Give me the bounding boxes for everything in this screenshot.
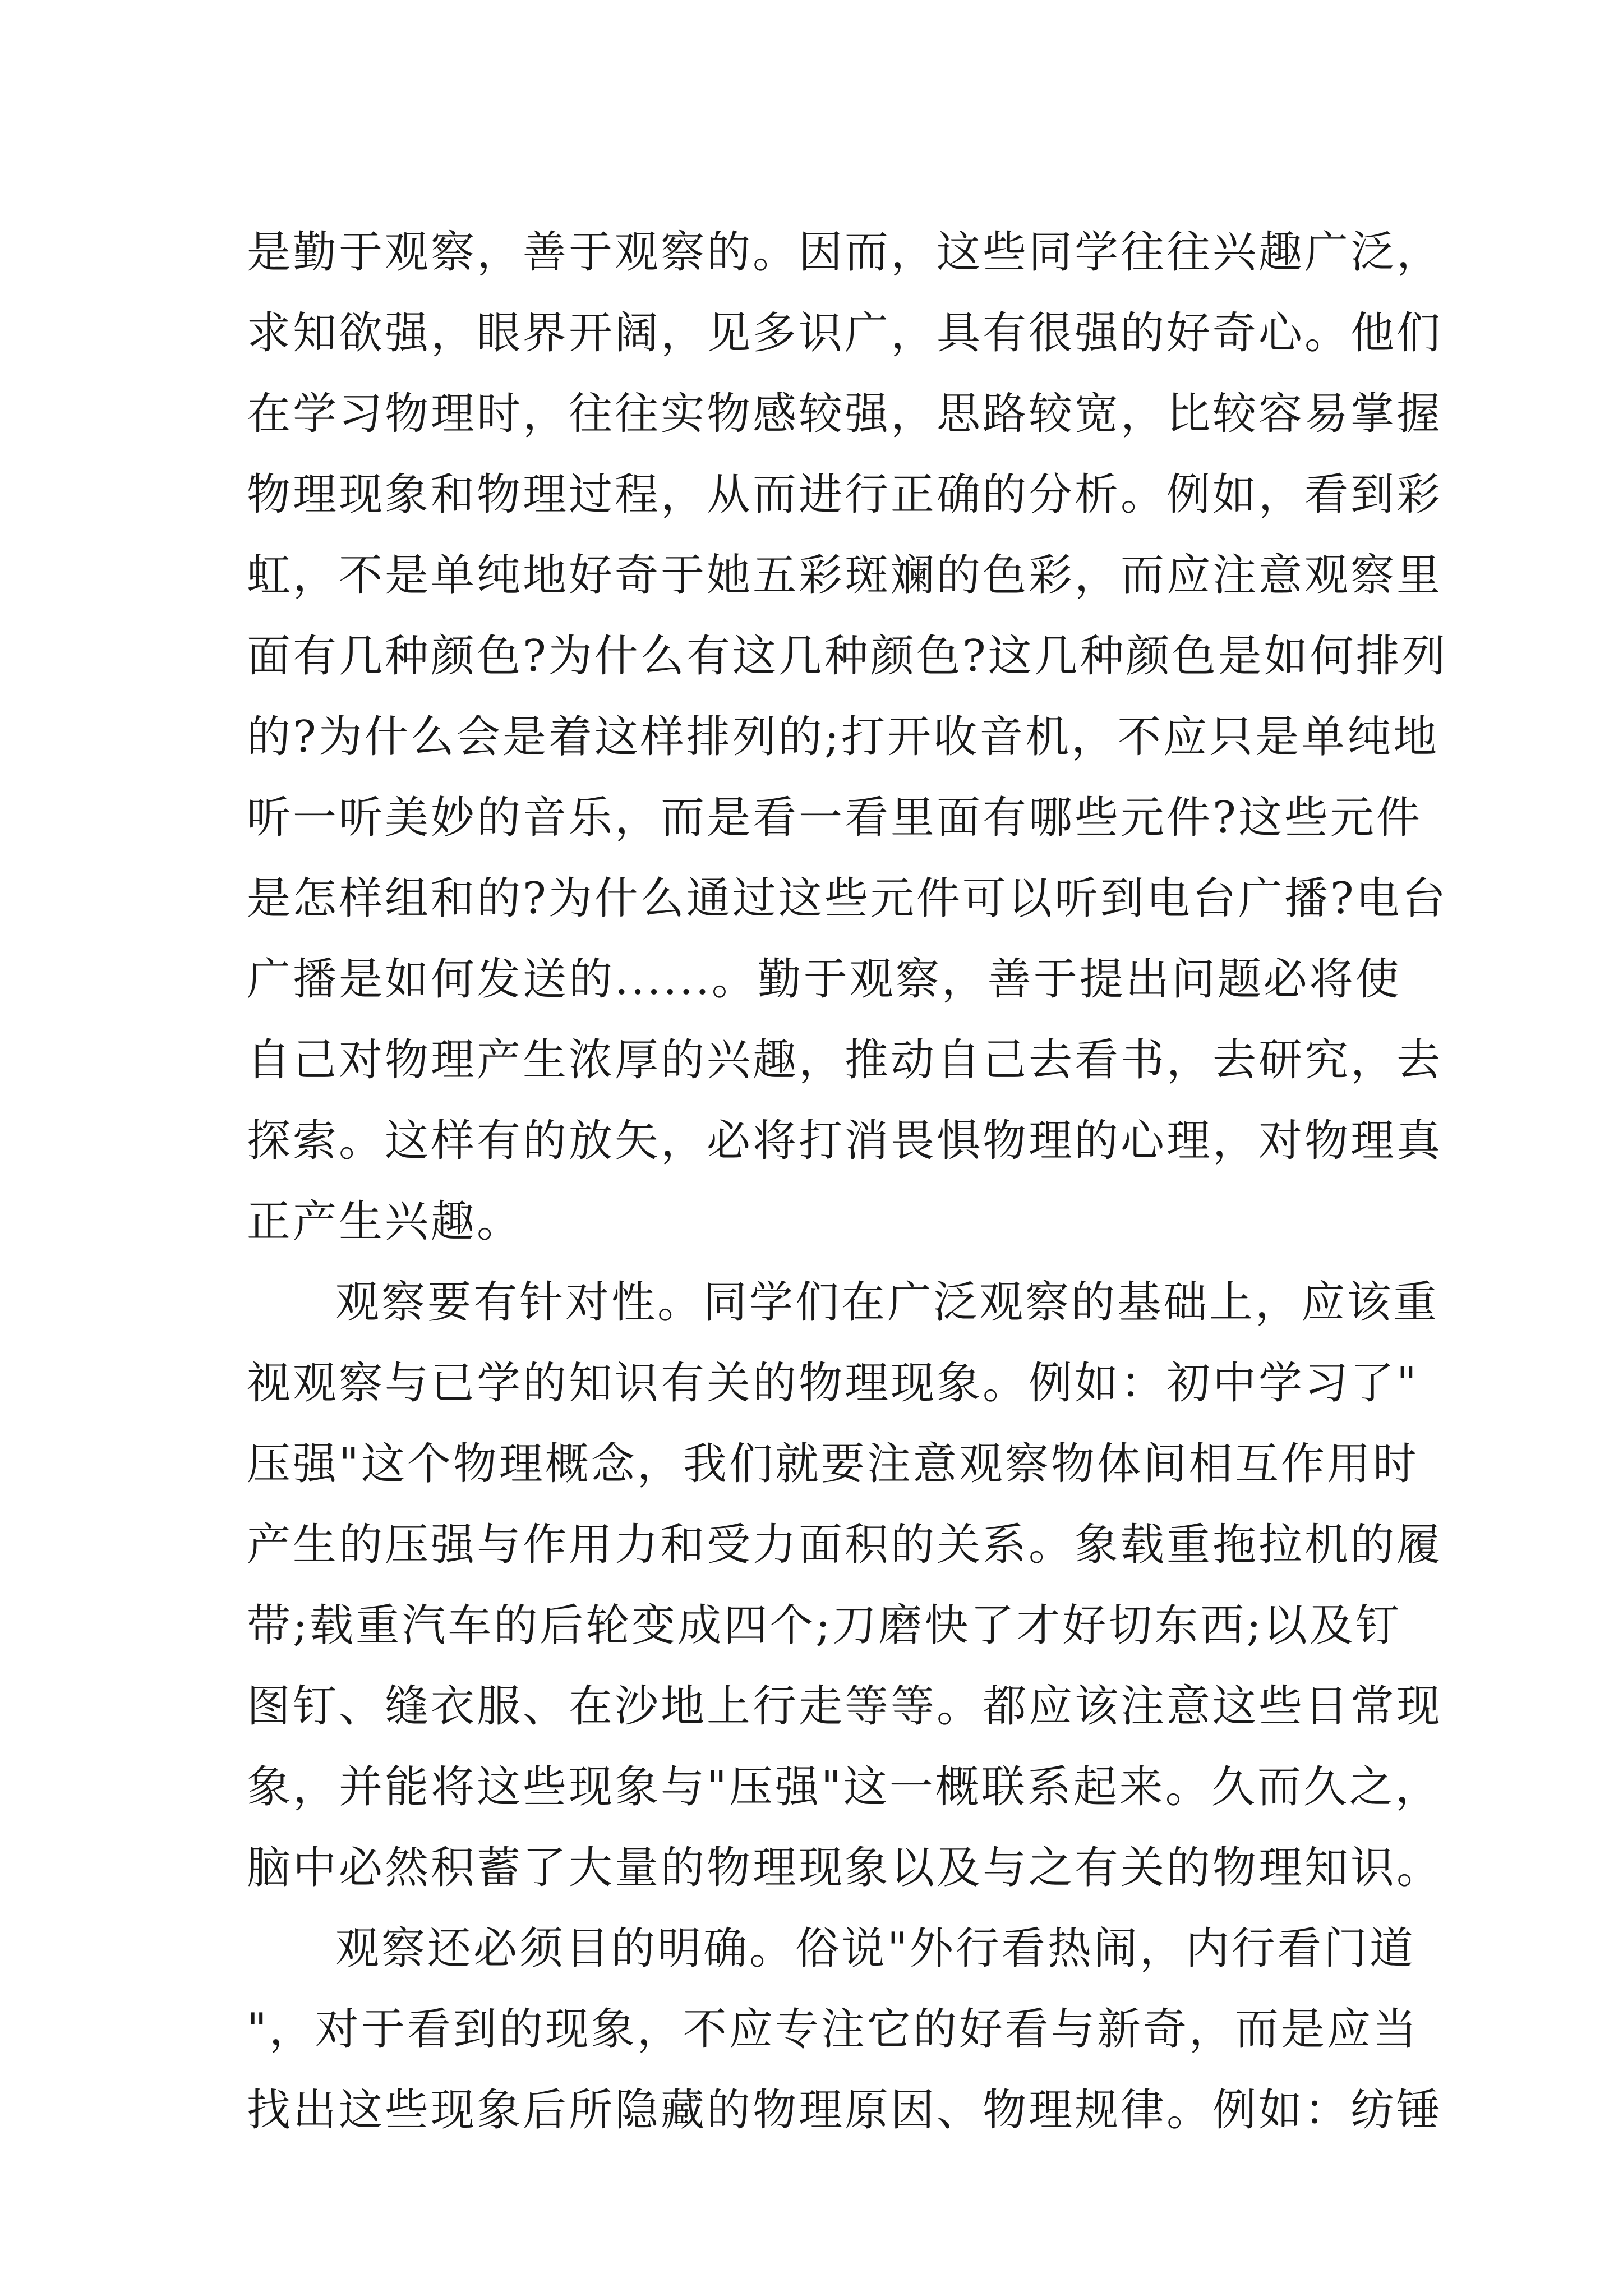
paragraph-start-line: 观察要有针对性。同学们在广泛观察的基础上，应该重 [335, 1277, 1440, 1328]
body-text [247, 212, 1448, 2151]
paragraph-start-line: 观察还必须目的明确。俗说"外行看热闹，内行看门道 [335, 1924, 1415, 1974]
text-line: 是怎样组和的?为什么通过这些元件可以听到电台广播?电台 [247, 873, 1448, 924]
text-line: 找出这些现象后所隐藏的物理原因、物理规律。例如：纺锤 [247, 2085, 1443, 2136]
text-line: 虹，不是单纯地好奇于她五彩斑斓的色彩，而应注意观察里 [247, 550, 1443, 601]
text-line: 压强"这个物理概念，我们就要注意观察物体间相互作用时 [247, 1439, 1419, 1489]
text-line: 带;载重汽车的后轮变成四个;刀磨快了才好切东西;以及钉 [247, 1600, 1401, 1651]
text-line: 求知欲强，眼界开阔，见多识广，具有很强的好奇心。他们 [247, 308, 1443, 358]
text-line: 象，并能将这些现象与"压强"这一概联系起来。久而久之， [247, 1762, 1441, 1812]
text-line: 物理现象和物理过程，从而进行正确的分析。例如，看到彩 [247, 470, 1443, 520]
text-line: 广播是如何发送的......。勤于观察，善于提出问题必将使 [247, 954, 1401, 1005]
text-line: 听一听美妙的音乐，而是看一看里面有哪些元件?这些元件 [247, 793, 1422, 843]
text-line: 产生的压强与作用力和受力面积的关系。象载重拖拉机的履 [247, 1520, 1443, 1570]
text-line: 图钉、缝衣服、在沙地上行走等等。都应该注意这些日常现 [247, 1681, 1443, 1732]
text-line: 脑中必然积蓄了大量的物理现象以及与之有关的物理知识。 [247, 1843, 1443, 1893]
text-line: "，对于看到的现象，不应专注它的好看与新奇，而是应当 [247, 2004, 1419, 2055]
text-line: 在学习物理时，往往实物感较强，思路较宽，比较容易掌握 [247, 389, 1443, 439]
text-line: 自己对物理产生浓厚的兴趣，推动自己去看书，去研究，去 [247, 1035, 1443, 1085]
text-line: 正产生兴趣。 [247, 1197, 523, 1247]
text-line: 面有几种颜色?为什么有这几种颜色?这几种颜色是如何排列 [247, 631, 1448, 682]
text-line: 的?为什么会是着这样排列的;打开收音机，不应只是单纯地 [247, 712, 1440, 762]
text-line: 是勤于观察，善于观察的。因而，这些同学往往兴趣广泛， [247, 227, 1443, 278]
text-line: 视观察与已学的知识有关的物理现象。例如：初中学习了" [247, 1358, 1419, 1409]
text-line: 探索。这样有的放矢，必将打消畏惧物理的心理，对物理真 [247, 1116, 1443, 1166]
